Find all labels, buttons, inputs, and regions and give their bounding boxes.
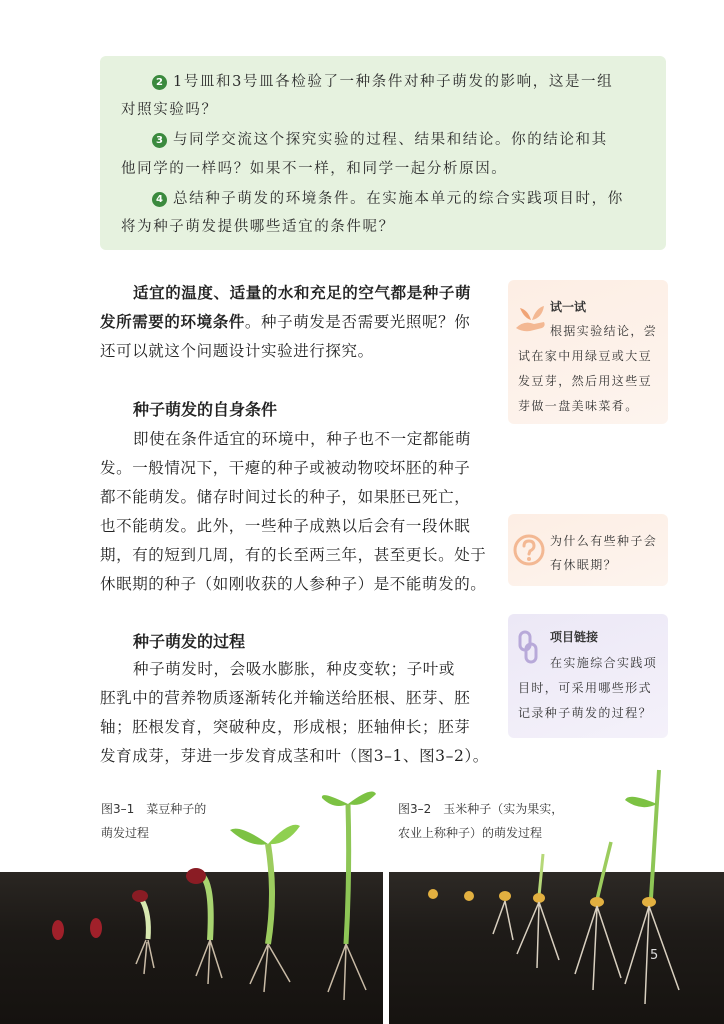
section1-line: 都不能萌发。储存时间过长的种子，如果胚已死亡， bbox=[100, 488, 471, 506]
question-box-side bbox=[508, 514, 668, 586]
section1-line: 也不能萌发。此外，一些种子成熟以后会有一段休眠 bbox=[100, 517, 471, 535]
section1-line: 即使在条件适宜的环境中，种子也不一定都能萌 bbox=[133, 430, 472, 448]
try-it-line: 芽做一盘美味菜肴。 bbox=[518, 399, 639, 413]
side-question-line: 为什么有些种子会 bbox=[550, 534, 658, 548]
section1-line: 休眠期的种子（如刚收获的人参种子）是不能萌发的。 bbox=[100, 575, 487, 593]
question-3-line2: 他同学的一样吗？如果不一样，和同学一起分析原因。 bbox=[121, 161, 508, 177]
corn-sprouts-illustration bbox=[389, 764, 724, 1024]
try-it-line: 根据实验结论，尝 bbox=[550, 324, 658, 338]
chain-link-icon bbox=[514, 628, 544, 668]
question-2-line1: 2 1号皿和3号皿各检验了一种条件对种子萌发的影响，这是一组 bbox=[152, 70, 613, 91]
question-3-line1: 3 与同学交流这个探究实验的过程、结果和结论。你的结论和其 bbox=[152, 128, 608, 149]
figure-3-1-caption: 图3–1 菜豆种子的 萌发过程 bbox=[101, 802, 207, 840]
question-4-line2: 将为种子萌发提供哪些适宜的条件呢？ bbox=[121, 219, 395, 235]
section2-line: 种子萌发时，会吸水膨胀，种皮变软；子叶或 bbox=[133, 660, 456, 678]
section1-line: 期，有的短到几周，有的长至两三年，甚至更长。处于 bbox=[100, 546, 487, 564]
number-badge-2: 2 bbox=[152, 75, 167, 90]
hand-sprout-icon bbox=[510, 298, 550, 338]
project-link-line: 目时，可采用哪些形式 bbox=[518, 681, 653, 695]
number-badge-3: 3 bbox=[152, 133, 167, 148]
bean-sprouts-illustration bbox=[0, 764, 383, 1024]
figure-3-2-caption: 图3–2 玉米种子（实为果实， 农业上称种子）的萌发过程 bbox=[398, 802, 564, 840]
question-4-line1: 4 总结种子萌发的环境条件。在实施本单元的综合实践项目时，你 bbox=[152, 187, 624, 208]
side-question-line: 有休眠期？ bbox=[550, 558, 618, 572]
para1-line2: 发所需要的环境条件。种子萌发是否需要光照呢？你 bbox=[100, 313, 471, 331]
para1-line1: 适宜的温度、适量的水和充足的空气都是种子萌 bbox=[133, 284, 472, 302]
project-link-line: 记录种子萌发的过程？ bbox=[518, 706, 653, 720]
try-it-box bbox=[508, 280, 668, 424]
project-link-box bbox=[508, 614, 668, 738]
try-it-line: 试在家中用绿豆或大豆 bbox=[518, 349, 653, 363]
question-2-line2: 对照实验吗？ bbox=[121, 102, 218, 118]
section2-line: 发育成芽，芽进一步发育成茎和叶（图3–1、图3–2）。 bbox=[100, 747, 489, 765]
try-it-line: 发豆芽，然后用这些豆 bbox=[518, 374, 653, 388]
section-heading-self-conditions: 种子萌发的自身条件 bbox=[133, 400, 278, 419]
section2-line: 胚乳中的营养物质逐渐转化并输送给胚根、胚芽、胚 bbox=[100, 689, 471, 707]
question-mark-icon bbox=[512, 533, 546, 567]
section2-line: 轴；胚根发育，突破种皮，形成根；胚轴伸长；胚芽 bbox=[100, 718, 471, 736]
project-link-line: 在实施综合实践项 bbox=[550, 656, 658, 670]
project-link-title: 项目链接 bbox=[550, 630, 599, 644]
page-number: 5 bbox=[650, 948, 659, 963]
section1-line: 发。一般情况下，干瘪的种子或被动物咬坏胚的种子 bbox=[100, 459, 471, 477]
section-heading-process: 种子萌发的过程 bbox=[133, 632, 246, 651]
number-badge-4: 4 bbox=[152, 192, 167, 207]
try-it-title: 试一试 bbox=[550, 300, 587, 314]
para1-line3: 还可以就这个问题设计实验进行探究。 bbox=[100, 342, 374, 360]
